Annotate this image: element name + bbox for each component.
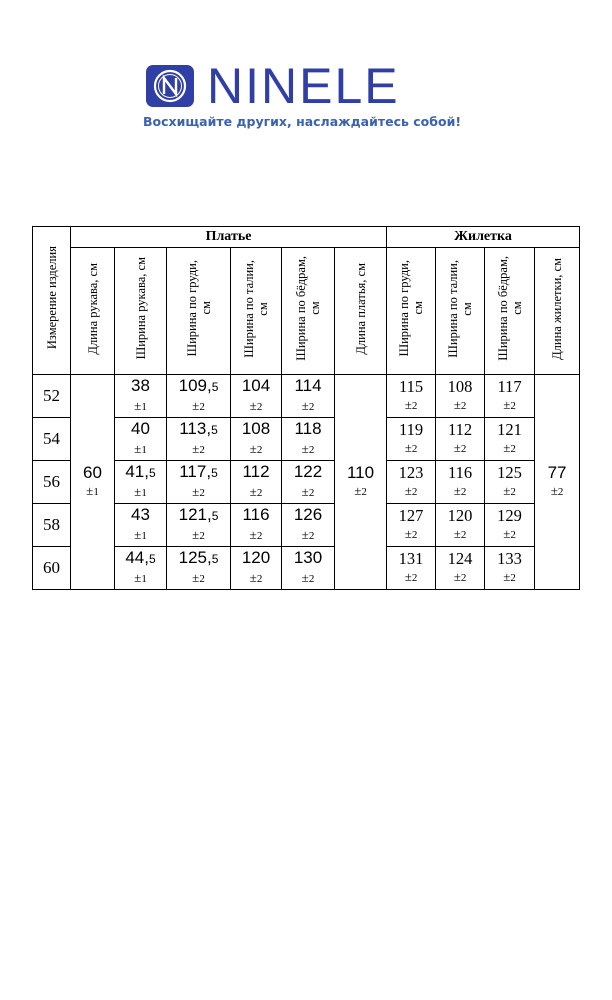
size-cell: 60 [33,547,71,590]
sleeve-length-cell: 60 ±1 [71,375,115,590]
vest-hip-width-cell: 129 ±2 [485,504,535,547]
size-table [32,226,580,590]
hip-width-cell: 126 ±2 [282,504,335,547]
col-dress-length: Длина платья, см [335,248,387,375]
waist-width-cell: 120 ±2 [231,547,282,590]
chest-width-cell: 113,5 ±2 [167,418,231,461]
waist-width-cell: 104 ±2 [231,375,282,418]
vest-length-cell: 77 ±2 [535,375,580,590]
col-vest-waist-width: Ширина по талии, см [436,248,485,375]
vest-hip-width-cell: 133 ±2 [485,547,535,590]
vest-chest-width-cell: 123 ±2 [387,461,436,504]
vest-hip-width-cell: 117 ±2 [485,375,535,418]
vest-waist-width-cell: 108 ±2 [436,375,485,418]
col-sleeve-width: Ширина рукава, см [115,248,167,375]
table-row [33,504,580,547]
hip-width-cell: 118 ±2 [282,418,335,461]
hip-width-cell: 130 ±2 [282,547,335,590]
sleeve-width-cell: 40 ±1 [115,418,167,461]
table-row [33,375,580,418]
n-letter-badge-icon [145,64,195,108]
size-cell: 58 [33,504,71,547]
waist-width-cell: 108 ±2 [231,418,282,461]
table-row [33,547,580,590]
size-cell: 52 [33,375,71,418]
sleeve-width-cell: 41,5 ±1 [115,461,167,504]
col-vest-length: Длина жилетки, см [535,248,580,375]
brand-wordmark: NINELE [207,58,400,114]
table-row [33,461,580,504]
dress-length-cell: 110 ±2 [335,375,387,590]
vest-waist-width-cell: 112 ±2 [436,418,485,461]
vest-chest-width-cell: 119 ±2 [387,418,436,461]
sleeve-width-cell: 38 ±1 [115,375,167,418]
vest-waist-width-cell: 116 ±2 [436,461,485,504]
brand-logo [145,58,475,114]
col-waist-width: Ширина по талии, см [231,248,282,375]
size-cell: 56 [33,461,71,504]
vest-waist-width-cell: 124 ±2 [436,547,485,590]
vest-waist-width-cell: 120 ±2 [436,504,485,547]
hip-width-cell: 122 ±2 [282,461,335,504]
vest-chest-width-cell: 131 ±2 [387,547,436,590]
chest-width-cell: 117,5 ±2 [167,461,231,504]
size-cell: 54 [33,418,71,461]
chest-width-cell: 109,5 ±2 [167,375,231,418]
vest-hip-width-cell: 125 ±2 [485,461,535,504]
col-chest-width: Ширина по груди, см [167,248,231,375]
sleeve-width-cell: 43 ±1 [115,504,167,547]
chest-width-cell: 125,5 ±2 [167,547,231,590]
chest-width-cell: 121,5 ±2 [167,504,231,547]
col-vest-chest-width: Ширина по груди, см [387,248,436,375]
vest-group-header: Жилетка [387,227,580,248]
waist-width-cell: 112 ±2 [231,461,282,504]
table-row [33,418,580,461]
vest-hip-width-cell: 121 ±2 [485,418,535,461]
waist-width-cell: 116 ±2 [231,504,282,547]
sleeve-width-cell: 44,5 ±1 [115,547,167,590]
hip-width-cell: 114 ±2 [282,375,335,418]
col-vest-hip-width: Ширина по бёдрам, см [485,248,535,375]
measurement-header: Измерение изделия [33,227,71,375]
brand-tagline: Восхищайте других, наслаждайтесь собой! [143,114,462,129]
dress-group-header: Платье [71,227,387,248]
vest-chest-width-cell: 127 ±2 [387,504,436,547]
col-sleeve-length: Длина рукава, см [71,248,115,375]
col-hip-width: Ширина по бёдрам, см [282,248,335,375]
vest-chest-width-cell: 115 ±2 [387,375,436,418]
